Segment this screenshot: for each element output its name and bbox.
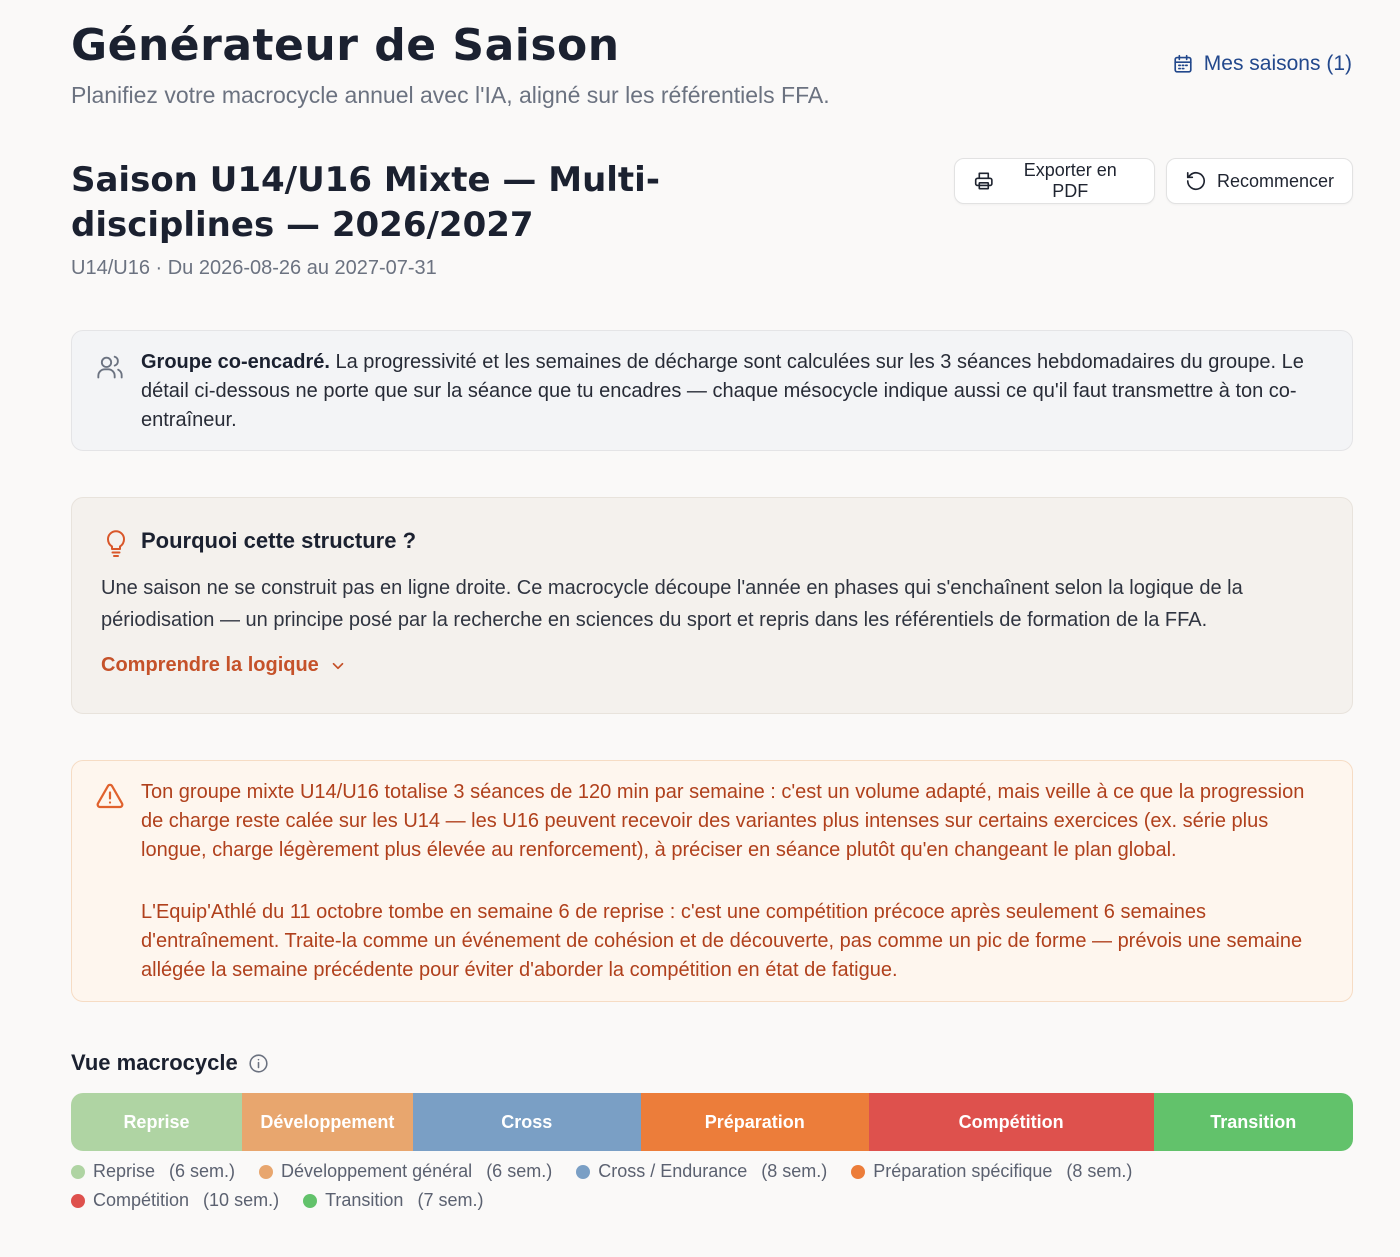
legend-dot (303, 1194, 317, 1208)
macrocycle-segment-3[interactable] (413, 1093, 641, 1151)
group-notice-card (71, 330, 1353, 451)
group-notice-text (141, 348, 1321, 435)
legend-phase-weeks: (8 sem.) (1066, 1161, 1133, 1181)
restart-label: Recommencer (1216, 170, 1334, 191)
legend-phase-weeks: (6 sem.) (486, 1161, 553, 1181)
legend-dot (851, 1165, 865, 1179)
lightbulb-icon (104, 528, 128, 558)
macrocycle-segment-label: Compétition (958, 1111, 1064, 1132)
my-seasons-label: Mes saisons (1) (1203, 52, 1352, 75)
calendar-icon (1172, 53, 1194, 75)
chevron-down-icon (329, 657, 347, 675)
legend-dot (71, 1165, 85, 1179)
legend-phase-name: Développement général (281, 1161, 473, 1181)
macrocycle-segment-4[interactable] (641, 1093, 869, 1151)
macrocycle-segment-2[interactable] (242, 1093, 413, 1151)
legend-item (303, 1189, 483, 1212)
info-icon[interactable] (248, 1053, 269, 1074)
macrocycle-segment-5[interactable] (869, 1093, 1154, 1151)
why-structure-text: Une saison ne se construit pas en ligne droite. Ce macrocycle découpe l'année en phases qui s'enchaînent selon la logique de la périodisation — un principe posé par la recherche en sciences du sport et repris dans les référentiels de formation de la FFA. (101, 577, 1243, 631)
why-structure-title: Pourquoi cette structure ? (141, 528, 417, 553)
my-seasons-link[interactable] (1172, 52, 1352, 76)
understand-logic-label: Comprendre la logique (101, 654, 319, 676)
macrocycle-title-label: Vue macrocycle (71, 1050, 238, 1075)
legend-phase-weeks: (7 sem.) (417, 1190, 484, 1210)
legend-dot (576, 1165, 590, 1179)
export-pdf-button[interactable] (954, 158, 1155, 204)
season-title: Saison U14/U16 Mixte — Multi-disciplines — 2026/2027 (71, 160, 660, 245)
warning-triangle-icon (96, 783, 124, 809)
app-title: Générateur de Saison (71, 20, 620, 71)
macrocycle-segment-label: Cross (501, 1111, 553, 1132)
restart-button[interactable] (1166, 158, 1353, 204)
macrocycle-segment-label: Transition (1210, 1111, 1297, 1132)
legend-item (71, 1160, 235, 1183)
users-icon (96, 353, 124, 381)
group-notice-bold: Groupe co-encadré. (141, 351, 330, 373)
macrocycle-bar (71, 1093, 1353, 1151)
warning-card (71, 760, 1353, 1002)
app-subtitle: Planifiez votre macrocycle annuel avec l'IA, aligné sur les référentiels FFA. (71, 82, 830, 108)
legend-dot (71, 1194, 85, 1208)
legend-phase-name: Compétition (93, 1190, 190, 1210)
macrocycle-legend (71, 1160, 1361, 1212)
legend-item (576, 1160, 827, 1183)
legend-item (851, 1160, 1132, 1183)
macrocycle-segment-label: Développement (260, 1111, 395, 1132)
warning-paragraph-volume: Ton groupe mixte U14/U16 totalise 3 séances de 120 min par semaine : c'est un volume adapté, mais veille à ce que la progression de charge reste calée sur les U14 — les U16 peuvent recevoir des variantes plus intenses sur certains exercices (ex. série plus longue, charge légèrement plus élevée au renforcement), à préciser en séance plutôt qu'en changeant le plan global. (141, 781, 1305, 861)
macrocycle-segment-6[interactable] (1154, 1093, 1353, 1151)
why-structure-card (71, 497, 1353, 714)
legend-phase-weeks: (8 sem.) (761, 1161, 828, 1181)
legend-phase-weeks: (10 sem.) (203, 1190, 280, 1210)
legend-phase-name: Cross / Endurance (598, 1161, 748, 1181)
legend-phase-name: Préparation spécifique (873, 1161, 1053, 1181)
legend-phase-name: Reprise (93, 1161, 156, 1181)
macrocycle-title (71, 1050, 269, 1076)
legend-phase-weeks: (6 sem.) (169, 1161, 236, 1181)
season-meta: U14/U16 · Du 2026-08-26 au 2027-07-31 (71, 257, 437, 279)
rotate-ccw-icon (1185, 170, 1207, 192)
printer-icon (973, 170, 995, 192)
macrocycle-segment-label: Préparation (704, 1111, 805, 1132)
macrocycle-segment-label: Reprise (123, 1111, 190, 1132)
legend-item (71, 1189, 279, 1212)
legend-phase-name: Transition (325, 1190, 404, 1210)
macrocycle-segment-1[interactable] (71, 1093, 242, 1151)
understand-logic-toggle[interactable] (101, 654, 347, 677)
group-notice-body: La progressivité et les semaines de décharge sont calculées sur les 3 séances hebdomadaires du groupe. Le détail ci-dessous ne porte que sur la séance que tu encadres — chaque mésocycle indique aussi ce qu'il faut transmettre à ton co-entraîneur. (141, 351, 1304, 431)
legend-dot (259, 1165, 273, 1179)
warning-paragraph-competition: L'Equip'Athlé du 11 octobre tombe en semaine 6 de reprise : c'est une compétition précoce après seulement 6 semaines d'entraînement. Traite-la comme un événement de cohésion et de découverte, pas comme un pic de forme — prévois une semaine allégée la semaine précédente pour éviter d'aborder la compétition en état de fatigue. (141, 901, 1303, 981)
export-pdf-label: Exporter en PDF (1023, 160, 1117, 201)
legend-item (259, 1160, 552, 1183)
